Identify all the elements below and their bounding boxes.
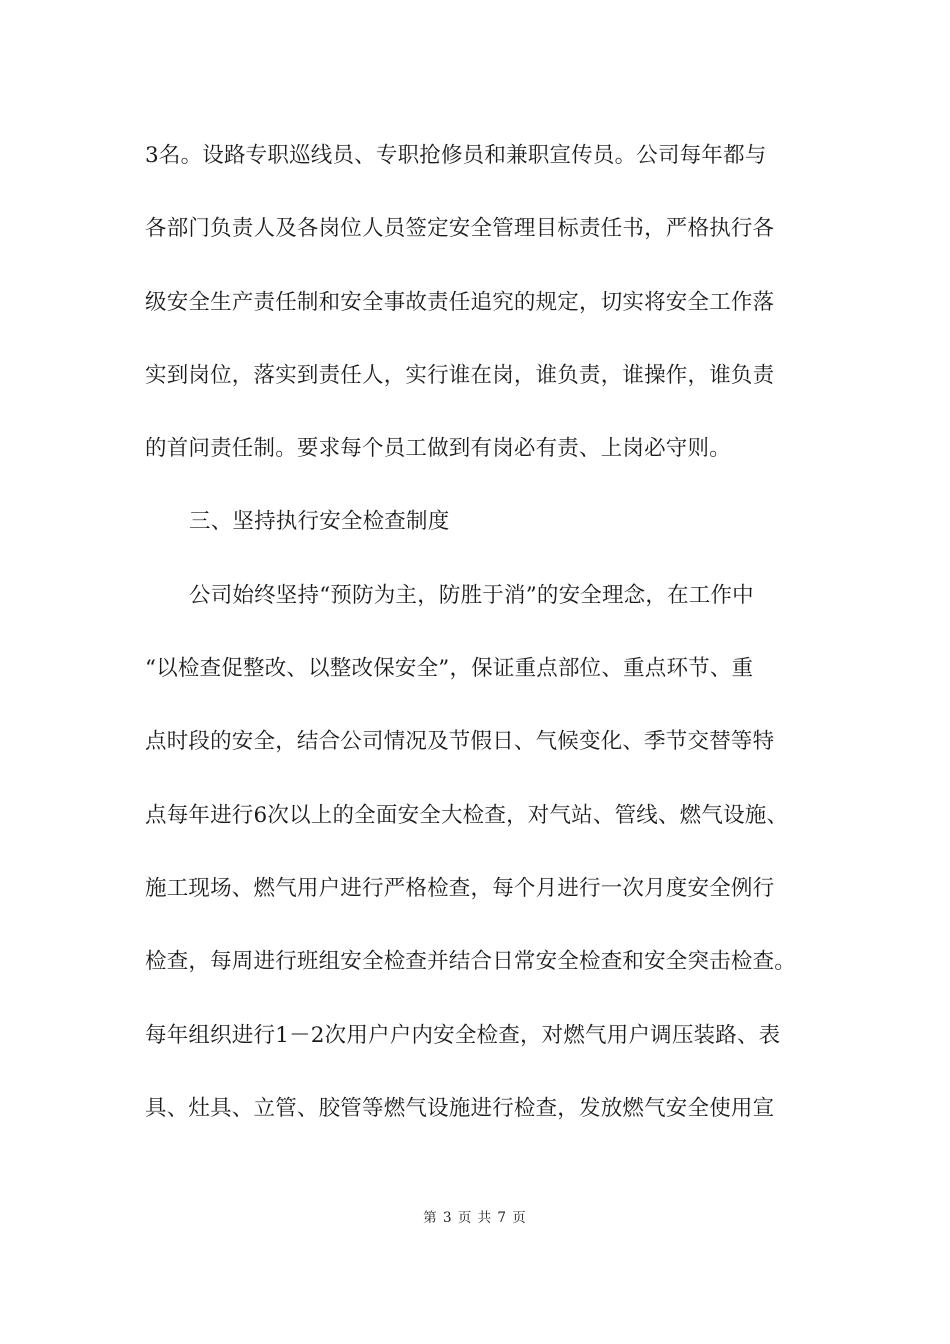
text-line: 检查，每周进行班组安全检查并结合日常安全检查和安全突击检查。 — [145, 949, 797, 975]
text-line: 具、灶具、立管、胶管等燃气设施进行检查，发放燃气安全使用宣 — [145, 1095, 775, 1121]
text-line: 点时段的安全，结合公司情况及节假日、气候变化、季节交替等特 — [145, 729, 775, 755]
text-line: 施工现场、燃气用户进行严格检查，每个月进行一次月度安全例行 — [145, 875, 775, 901]
text-line: “以检查促整改、以整改保安全”，保证重点部位、重点环节、重 — [145, 656, 754, 682]
text-line: 的首问责任制。要求每个员工做到有岗必有责、上岗必守则。 — [145, 436, 731, 462]
text-line: 每年组织进行1－2次用户户内安全检查，对燃气用户调压装路、表 — [145, 1022, 781, 1048]
page-number-footer: 第 3 页 共 7 页 — [423, 1210, 527, 1226]
text-line: 点每年进行6次以上的全面安全大检查，对气站、管线、燃气设施、 — [145, 802, 789, 828]
text-line: 各部门负责人及各岗位人员签定安全管理目标责任书，严格执行各 — [145, 216, 775, 242]
text-line: 级安全生产责任制和安全事故责任追究的规定，切实将安全工作落 — [145, 289, 775, 315]
text-line: 公司始终坚持“预防为主，防胜于消”的安全理念，在工作中 — [189, 582, 754, 608]
text-line: 实到岗位，落实到责任人，实行谁在岗，谁负责，谁操作，谁负责 — [145, 362, 775, 388]
body-text — [145, 134, 825, 1160]
text-line: 3名。设路专职巡线员、专职抢修员和兼职宣传员。公司每年都与 — [145, 143, 767, 168]
section-heading: 三、坚持执行安全检查制度 — [189, 509, 450, 535]
